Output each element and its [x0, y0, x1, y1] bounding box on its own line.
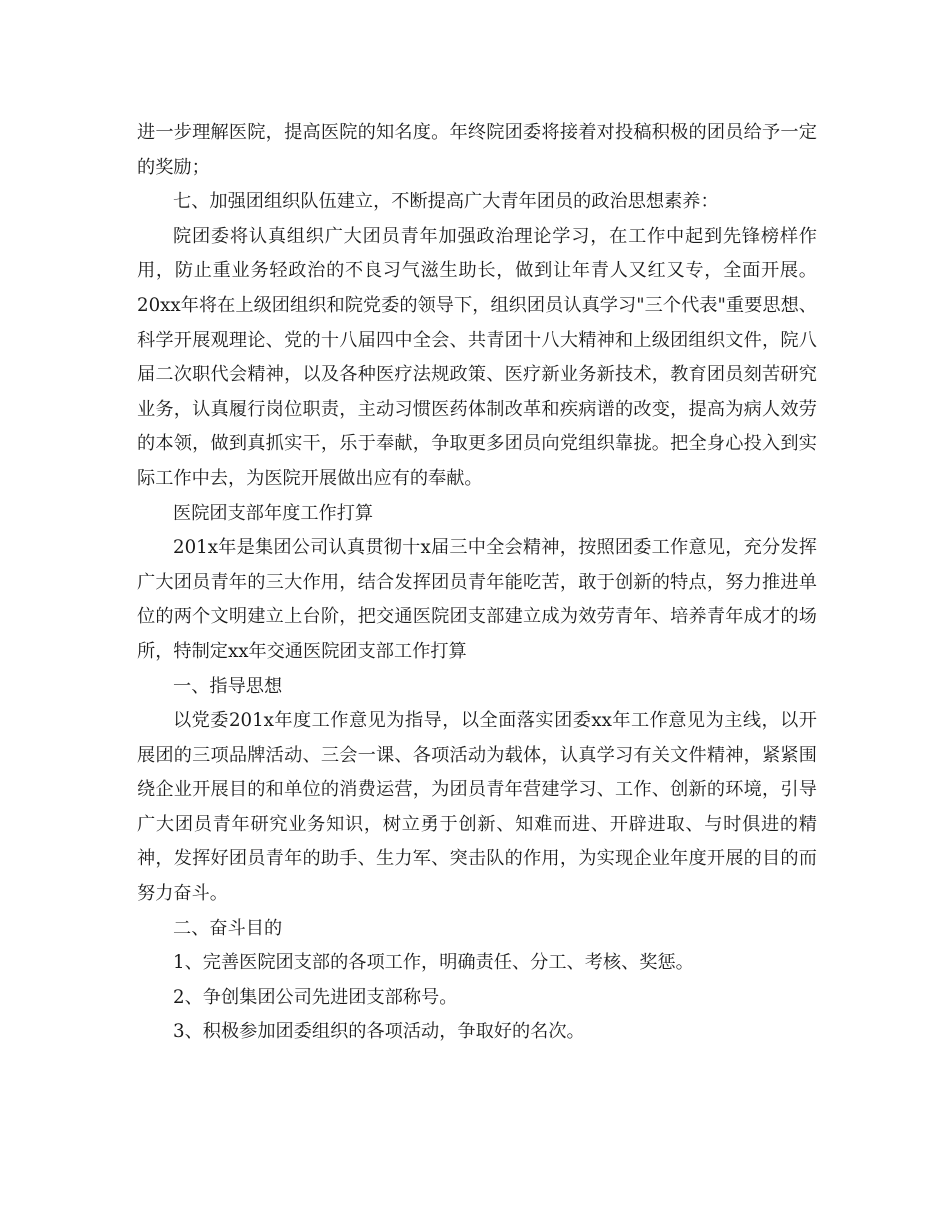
paragraph-guiding-thought: 以党委201x年度工作意见为指导，以全面落实团委xx年工作意见为主线，以开展团的三项品牌活动、三会一课、各项活动为载体，认真学习有关文件精神，紧紧围绕企业开展目的和单位的消费运营，为团员青年营建学习、工作、创新的环境，引导广大团员青年研究业务知识，树立勇于创新、知难而进、开辟进取、与时俱进的精神，发挥好团员青年的助手、生力军、突击队的作用，为实现企业年度开展的目的而努力奋斗。 — [137, 710, 817, 905]
goal-item: 2、争创集团公司先进团支部称号。 — [173, 986, 458, 1008]
heading-section-seven: 七、加强团组织队伍建立，不断提高广大青年团员的政治思想素养： — [173, 191, 719, 213]
paragraph-award: 进一步理解医院，提高医院的知名度。年终院团委将接着对投稿积极的团员给予一定的奖励； — [137, 122, 817, 178]
paragraph-intro: 201x年是集团公司认真贯彻十x届三中全会精神，按照团委工作意见，充分发挥广大团员青年的三大作用，结合发挥团员青年能吃苦，敢于创新的特点，努力推进单位的两个文明建立上台阶，把交通医院团支部建立成为效劳青年、培养青年成才的场所，特制定xx年交通医院团支部工作打算 — [137, 537, 817, 662]
heading-guiding-thought: 一、指导思想 — [173, 675, 283, 697]
document-title: 医院团支部年度工作打算 — [173, 502, 374, 524]
goal-item: 3、积极参加团委组织的各项活动，争取好的名次。 — [173, 1021, 585, 1043]
document-body — [137, 116, 817, 1050]
paragraph-political-study: 院团委将认真组织广大团员青年加强政治理论学习，在工作中起到先锋榜样作用，防止重业务轻政治的不良习气滋生助长，做到让年青人又红又专，全面开展。20xx年将在上级团组织和院党委的领导下，组织团员认真学习"三个代表"重要思想、科学开展观理论、党的十八届四中全会、共青团十八大精神和上级团组织文件，院八届二次职代会精神，以及各种医疗法规政策、医疗新业务新技术，教育团员刻苦研究业务，认真履行岗位职责，主动习惯医药体制改革和疾病谱的改变，提高为病人效劳的本领，做到真抓实干，乐于奉献，争取更多团员向党组织靠拢。把全身心投入到实际工作中去，为医院开展做出应有的奉献。 — [137, 225, 817, 489]
goal-item: 1、完善医院团支部的各项工作，明确责任、分工、考核、奖惩。 — [173, 952, 694, 974]
heading-goals: 二、奋斗目的 — [173, 917, 283, 939]
